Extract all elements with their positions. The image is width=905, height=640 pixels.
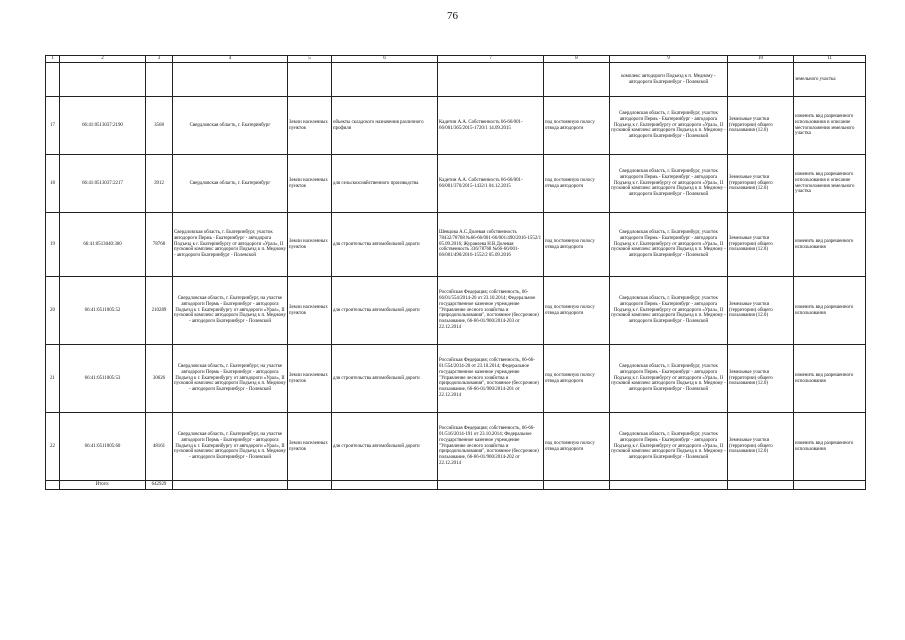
land-category-cell: Земли населенных пунктов [288, 277, 332, 345]
table-row [46, 155, 866, 213]
new-use-cell: Земельные участки (территории) общего пользования (12.0) [728, 97, 794, 155]
target-purpose-cell: под постоянную полосу отвода автодороги [544, 97, 610, 155]
total-row [46, 481, 866, 490]
total-empty-cell [610, 481, 728, 490]
purpose-cell: изменить вид разрешенного использования и описание местоположения земельного участка [794, 97, 866, 155]
column-number: 2 [60, 56, 146, 63]
road-location-cell: Свердловская область, г. Екатеринбург, участок автодороги Пермь - Екатеринбург - автодорога Подъезд к г. Екатеринбургу от автодороги «Урал», II пусковой комплекс автодороги Подъезд к п. Медному - автодороги Екатеринбург - Полевской [610, 97, 728, 155]
column-number: 3 [146, 56, 173, 63]
road-location-cell: Свердловская область, г. Екатеринбург, участок автодороги Пермь - Екатеринбург - автодорога Подъезд к г. Екатеринбургу от автодороги «Урал», II пусковой комплекс автодороги Подъезд к п. Медному - автодороги Екатеринбург - Полевской [610, 213, 728, 277]
column-number: 5 [288, 56, 332, 63]
permitted-use-cell: для строительства автомобильной дороги [332, 345, 438, 413]
purpose-cell: изменить вид разрешенного использования [794, 277, 866, 345]
rights-holder-cell: Кадетин А.А. Собственность 66-66/001-66/001/370/2015-1432/1 04.12.2015 [438, 155, 544, 213]
new-use-cell [728, 63, 794, 97]
permitted-use-cell [332, 63, 438, 97]
cadastral-number-cell: 66:41:0513040:360 [60, 213, 146, 277]
row-number-cell [46, 63, 60, 97]
target-purpose-cell: под постоянную полосу отвода автодороги [544, 155, 610, 213]
land-category-cell: Земли населенных пунктов [288, 345, 332, 413]
cadastral-number-cell: 66:41:0511005:60 [60, 413, 146, 481]
permitted-use-cell: для строительства автомобильной дороги [332, 413, 438, 481]
row-number-cell: 17 [46, 97, 60, 155]
rights-holder-cell: Российская Федерация; собственность, 66-66/01/554/2014-20 от 23.10.2014; Федеральное государственное казенное учреждение "Управление лесного хозяйства и природопользования", постоянное (бессрочное) пользование, 66-66-01/900/2014-203 от 22.12.2014 [438, 277, 544, 345]
purpose-cell: изменить вид разрешенного использования [794, 213, 866, 277]
total-empty-cell [728, 481, 794, 490]
table-row [46, 63, 866, 97]
rights-holder-cell: Кадетин А.А. Собственность 66-66/001-66/001/365/2015-1720/1 14.09.2015 [438, 97, 544, 155]
page-number: 76 [447, 10, 458, 22]
road-location-cell: Свердловская область, г. Екатеринбург, участок автодороги Пермь - Екатеринбург - автодорога Подъезд к г. Екатеринбургу от автодороги «Урал», II пусковой комплекс автодороги Подъезд к п. Медному - автодороги Екатеринбург - Полевской [610, 277, 728, 345]
area-cell: 30626 [146, 345, 173, 413]
permitted-use-cell: для сельскохозяйственного производства [332, 155, 438, 213]
column-number: 10 [728, 56, 794, 63]
address-cell: Свердловская область, г. Екатеринбург [173, 97, 288, 155]
column-number: 9 [610, 56, 728, 63]
land-category-cell: Земли населенных пунктов [288, 155, 332, 213]
total-label: Итого: [60, 481, 146, 490]
area-cell: 78768 [146, 213, 173, 277]
table-row [46, 213, 866, 277]
column-number: 1 [46, 56, 60, 63]
permitted-use-cell: объекты складского назначения различного профиля [332, 97, 438, 155]
total-empty-cell [544, 481, 610, 490]
purpose-cell: земельного участка [794, 63, 866, 97]
total-empty-cell [288, 481, 332, 490]
rights-holder-cell: Российская Федерация; собственность, 66-66-01/516/2014-191 от 23.10.2014; Федеральное государственное казенное учреждение "Управление лесного хозяйства и природопользования", постоянное (бессрочное) пользование, 66-66-01/900/2014-202 от 22.12.2014 [438, 413, 544, 481]
row-number-cell: 22 [46, 413, 60, 481]
land-category-cell [288, 63, 332, 97]
target-purpose-cell: под постоянную полосу отвода автодороги [544, 213, 610, 277]
cadastral-number-cell: 66:41:0513037:2217 [60, 155, 146, 213]
row-number-cell: 21 [46, 345, 60, 413]
rights-holder-cell: Российская Федерация; собственность, 66-66-01/554/2014-20 от 23.10.2014; Федеральное государственное казенное учреждение "Управление лесного хозяйства и природопользования", постоянное (бессрочное) пользование, 66-66-01/900/2014-201 от 22.12.2014 [438, 345, 544, 413]
total-value: 642929 [146, 481, 173, 490]
road-location-cell: Свердловская область, г. Екатеринбург, участок автодороги Пермь - Екатеринбург - автодорога Подъезд к г. Екатеринбургу от автодороги «Урал», II пусковой комплекс автодороги Подъезд к п. Медному - автодороги Екатеринбург - Полевской [610, 345, 728, 413]
purpose-cell: изменить вид разрешенного использования [794, 345, 866, 413]
cadastral-number-cell: 66:41:0511005:52 [60, 277, 146, 345]
table-row [46, 413, 866, 481]
permitted-use-cell: для строительства автомобильной дороги [332, 277, 438, 345]
row-number-cell: 18 [46, 155, 60, 213]
column-number: 11 [794, 56, 866, 63]
area-cell [146, 63, 173, 97]
area-cell: 48161 [146, 413, 173, 481]
new-use-cell: Земельные участки (территории) общего пользования (12.0) [728, 345, 794, 413]
area-cell: 3568 [146, 97, 173, 155]
address-cell: Свердловская область, г. Екатеринбург, на участке автодороги Пермь - Екатеринбург - автодорога Подъезд к г. Екатеринбургу от автодороги «Урал», II пусковой комплекс автодороги Подъезд к п. Медному - автодороги Екатеринбург - Полевской [173, 345, 288, 413]
column-number: 8 [544, 56, 610, 63]
target-purpose-cell: под постоянную полосу отвода автодороги [544, 345, 610, 413]
cadastral-number-cell: 66:41:0511005:53 [60, 345, 146, 413]
address-cell: Свердловская область, г. Екатеринбург, на участке автодороги Пермь - Екатеринбург - автодорога Подъезд к г. Екатеринбургу от автодороги «Урал», II пусковой комплекс автодороги Подъезд к п. Медному - автодороги Екатеринбург - Полевской [173, 413, 288, 481]
area-cell: 3912 [146, 155, 173, 213]
target-purpose-cell: под постоянную полосу отвода автодороги [544, 277, 610, 345]
column-number-row [46, 56, 866, 63]
road-location-cell: Свердловская область, г. Екатеринбург, участок автодороги Пермь - Екатеринбург - автодорога Подъезд к г. Екатеринбургу от автодороги «Урал», II пусковой комплекс автодороги Подъезд к п. Медному - автодороги Екатеринбург - Полевской [610, 155, 728, 213]
target-purpose-cell: под постоянную полосу отвода автодороги [544, 413, 610, 481]
area-cell: 210289 [146, 277, 173, 345]
target-purpose-cell [544, 63, 610, 97]
table-row [46, 277, 866, 345]
address-cell: Свердловская область, г. Екатеринбург, участок автодороги Пермь - Екатеринбург - автодорога Подъезд к г. Екатеринбургу от автодороги «Урал», II пусковой комплекс автодороги Подъезд к п. Медному - автодороги Екатеринбург - Полевской [173, 213, 288, 277]
row-number-cell: 19 [46, 213, 60, 277]
road-location-cell: Свердловская область, г. Екатеринбург, участок автодороги Пермь - Екатеринбург - автодорога Подъезд к г. Екатеринбургу от автодороги «Урал», II пусковой комплекс автодороги Подъезд к п. Медному - автодороги Екатеринбург - Полевской [610, 413, 728, 481]
total-empty-cell [173, 481, 288, 490]
address-cell: Свердловская область, г. Екатеринбург, на участке автодороги Пермь - Екатеринбург - автодорога Подъезд к г. Екатеринбургу от автодороги «Урал», II пусковой комплекс автодороги Подъезд к п. Медному - автодороги Екатеринбург - Полевской [173, 277, 288, 345]
road-location-cell: комплекс автодороги Подъезд к п. Медному - автодороги Екатеринбург - Полевской [610, 63, 728, 97]
land-category-cell: Земли населенных пунктов [288, 213, 332, 277]
new-use-cell: Земельные участки (территории) общего пользования (12.0) [728, 213, 794, 277]
address-cell [173, 63, 288, 97]
new-use-cell: Земельные участки (территории) общего пользования (12.0) [728, 155, 794, 213]
purpose-cell: изменить вид разрешенного использования [794, 413, 866, 481]
total-empty-cell [46, 481, 60, 490]
cadastral-number-cell: 66:41:0513037:2190 [60, 97, 146, 155]
table-row [46, 345, 866, 413]
new-use-cell: Земельные участки (территории) общего пользования (12.0) [728, 413, 794, 481]
purpose-cell: изменить вид разрешенного использования и описание местоположения земельного участка [794, 155, 866, 213]
address-cell: Свердловская область, г. Екатеринбург [173, 155, 288, 213]
total-empty-cell [332, 481, 438, 490]
table-row [46, 97, 866, 155]
rights-holder-cell: Шевцова А.С.Долевая собственность 78432/78768 №66-66/001-66/001/490/2016-1552/1 05.09.2016; Журавлева Н.В.Долевая собственность 336/78768 №66-66/001-66/001/490/2016-1552/2 05.09.2016 [438, 213, 544, 277]
total-empty-cell [438, 481, 544, 490]
permitted-use-cell: для строительства автомобильной дороги [332, 213, 438, 277]
cadastral-number-cell [60, 63, 146, 97]
new-use-cell: Земельные участки (территории) общего пользования (12.0) [728, 277, 794, 345]
rights-holder-cell [438, 63, 544, 97]
column-number: 6 [332, 56, 438, 63]
land-plots-table [45, 55, 866, 490]
land-category-cell: Земли населенных пунктов [288, 97, 332, 155]
column-number: 4 [173, 56, 288, 63]
column-number: 7 [438, 56, 544, 63]
land-category-cell: Земли населенных пунктов [288, 413, 332, 481]
total-empty-cell [794, 481, 866, 490]
row-number-cell: 20 [46, 277, 60, 345]
